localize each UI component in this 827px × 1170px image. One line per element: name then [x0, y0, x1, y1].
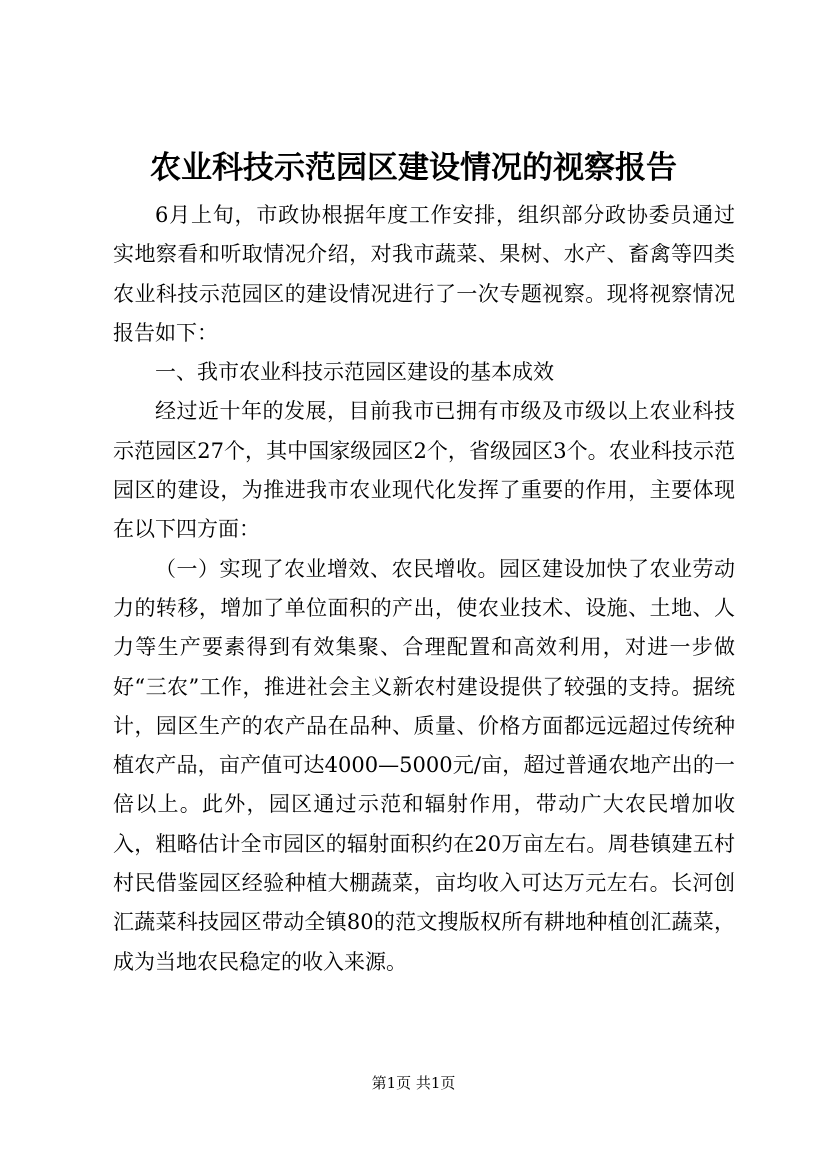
page-footer: 第1页 共1页 — [371, 1074, 456, 1092]
intro-paragraph: 6月上旬，市政协根据年度工作安排，组织部分政协委员通过实地察看和听取情况介绍，对我市蔬菜、果树、水产、畜禽等四类农业科技示范园区的建设情况进行了一次专题视察。现将视察情况报告如下： — [113, 203, 735, 345]
section-heading: 一、我市农业科技示范园区建设的基本成效 — [155, 360, 554, 385]
document-title: 农业科技示范园区建设情况的视察报告 — [150, 150, 677, 186]
document-body — [113, 196, 735, 982]
overview-paragraph: 经过近十年的发展，目前我市已拥有市级及市级以上农业科技示范园区27个，其中国家级园区2个，省级园区3个。农业科技示范园区的建设，为推进我市农业现代化发挥了重要的作用，主要体现在以下四方面： — [113, 399, 735, 542]
subsection-paragraph: （一）实现了农业增效、农民增收。园区建设加快了农业劳动力的转移，增加了单位面积的产出，使农业技术、设施、土地、人力等生产要素得到有效集聚、合理配置和高效利用，对进一步做好“三农”工作，推进社会主义新农村建设提供了较强的支持。据统计，园区生产的农产品在品种、质量、价格方面都远远超过传统种植农产品，亩产值可达4000—5000元/亩，超过普通农地产出的一倍以上。此外，园区通过示范和辐射作用，带动广大农民增加收入，粗略估计全市园区的辐射面积约在20万亩左右。周巷镇建五村村民借鉴园区经验种植大棚蔬菜，亩均收入可达万元左右。长河创汇蔬菜科技园区带动全镇80的范文搜版权所有耕地种植创汇蔬菜，成为当地农民稳定的收入来源。 — [113, 556, 735, 974]
